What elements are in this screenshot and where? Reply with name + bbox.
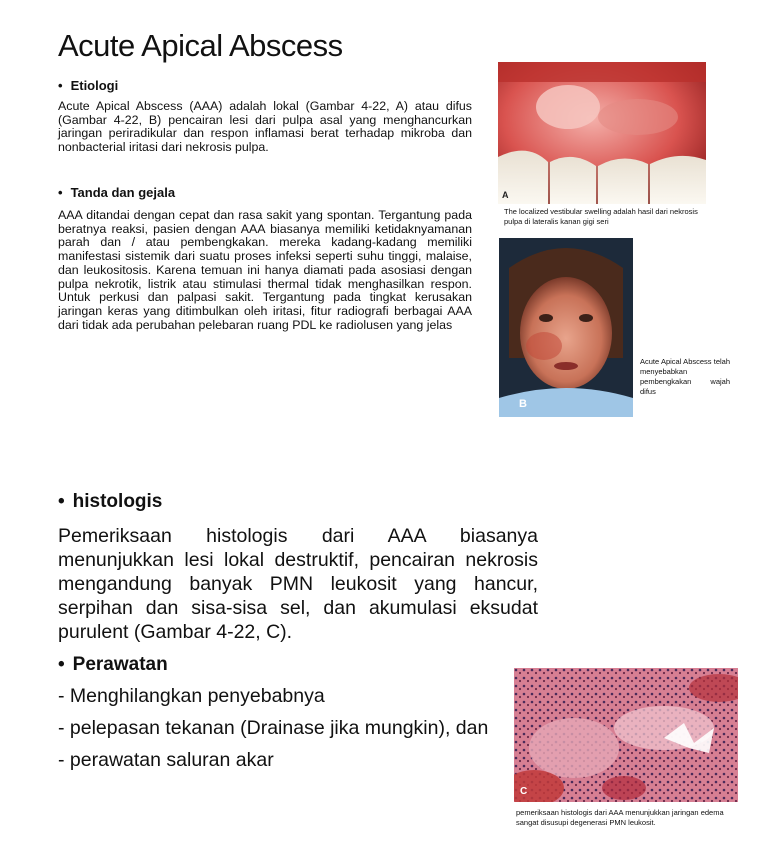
perawatan-heading-text: Perawatan [72,654,168,675]
histologis-paragraph: Pemeriksaan histologis dari AAA biasanya menunjukkan lesi lokal destruktif, pencairan nekrosis mengandung banyak PMN leukosit yang hancur, serpihan dan sisa-sisa sel, dan akumulasi eksudat purulent (Gambar 4-22, C). [58,525,538,643]
figure-a-photo [498,62,706,204]
bullet: • [58,654,65,675]
figure-b-letter: B [519,398,527,410]
figure-c-caption: pemeriksaan histologis dari AAA menunjukkan jaringan edema sangat disusupi degenerasi PMN leukosit. [516,808,724,827]
etiologi-paragraph: Acute Apical Abscess (AAA) adalah lokal (Gambar 4-22, A) atau difus (Gambar 4-22, B) pencairan lesi dari pulpa asal yang menghancurkan jaringan periradikular dan respon inflamasi berat terhadap mikroba dan nonbacterial iritasi dari nekrosis pulpa. [58,99,472,155]
etiologi-heading [58,78,118,93]
etiologi-heading-text: Etiologi [70,78,119,93]
figure-c-letter: C [520,786,528,797]
perawatan-item: - pelepasan tekanan (Drainase jika mungkin), dan [58,717,489,739]
perawatan-item: - Menghilangkan penyebabnya [58,685,325,707]
perawatan-heading [58,654,168,676]
figure-a-caption: The localized vestibular swelling adalah hasil dari nekrosis pulpa di lateralis kanan gigi seri [504,207,698,226]
histologis-heading-text: histologis [72,491,163,512]
tanda-paragraph: AAA ditandai dengan cepat dan rasa sakit yang spontan. Tergantung pada beratnya reaksi, pasien dengan AAA biasanya memiliki ketidaknyamanan parah dan / atau pembengkakan. mereka kadang-kadang memiliki manifestasi sistemik dari suatu proses infeksi seperti suhu tinggi, malaise, dan leukositosis. Karena temuan ini hanya diamati pada asosiasi dengan pulpa nekrotik, listrik atau stimulasi thermal tidak menghasilkan respon. Untuk perkusi dan palpasi sakit. Tergantung pada tingkat kerusakan jaringan keras yang ditimbulkan oleh iritasi, fitur radiografi berbagai AAA dari tidak ada perubahan pelebaran ruang PDL ke radiolusen yang jelas [58,208,472,332]
figure-a-letter: A [502,190,509,200]
figure-b-photo [499,238,633,417]
perawatan-item: - perawatan saluran akar [58,749,274,771]
tanda-heading [58,185,175,200]
facial-swelling-illustration [499,238,633,417]
figure-b-caption: Acute Apical Abscess telah menyebabkan pembengkakan wajah difus [640,357,730,396]
bullet: • [58,491,65,512]
bullet: • [58,185,63,200]
page-title: Acute Apical Abscess [58,28,343,63]
histologis-heading [58,491,162,513]
tanda-heading-text: Tanda dan gejala [70,185,176,200]
histology-illustration [514,668,738,802]
bullet: • [58,78,63,93]
figure-c-photo [514,668,738,802]
gum-swelling-illustration [498,62,706,204]
